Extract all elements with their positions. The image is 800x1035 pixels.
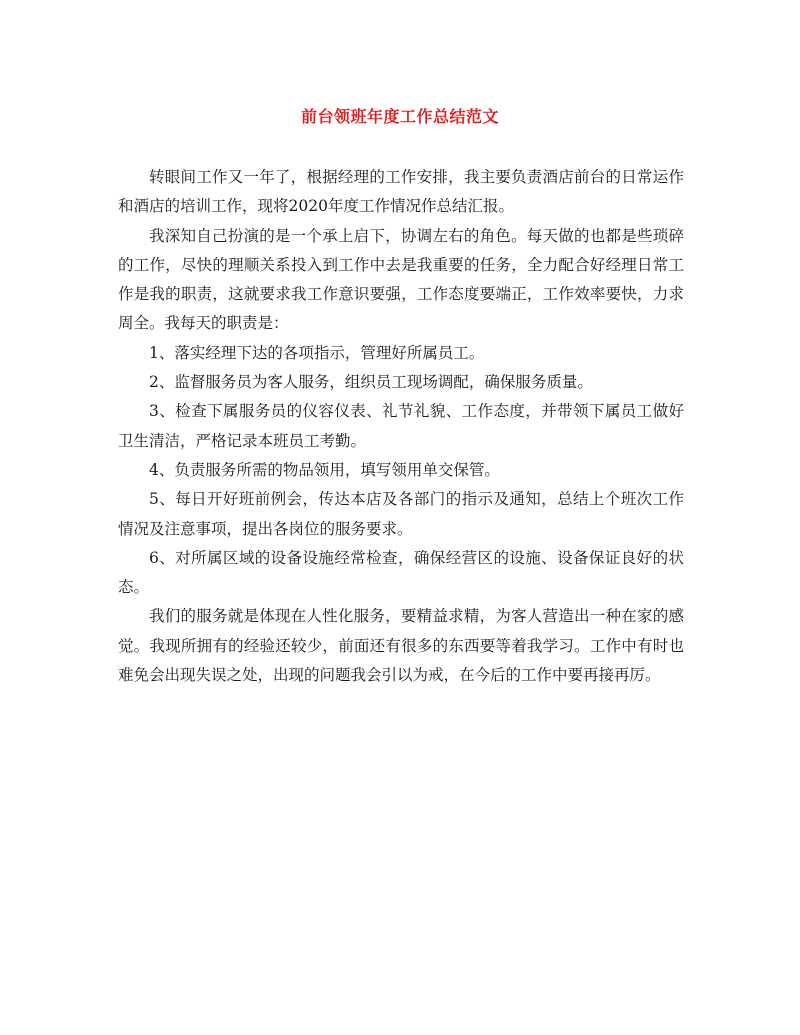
closing-paragraph: 我们的服务就是体现在人性化服务，要精益求精，为客人营造出一种在家的感觉。我现所拥有的经验还较少，前面还有很多的东西要等着我学习。工作中有时也难免会出现失误之处，出现的问题我会引以为戒，在今后的工作中要再接再厉。 [118,607,684,685]
duty-item-3: 3、检查下属服务员的仪容仪表、礼节礼貌、工作态度，并带领下属员工做好卫生清洁，严格记录本班员工考勤。 [118,402,684,450]
duty-item-1: 1、落实经理下达的各项指示，管理好所属员工。 [149,343,485,362]
document-title: 前台领班年度工作总结范文 [300,107,499,126]
duty-item-4: 4、负责服务所需的物品领用，填写领用单交保管。 [149,460,500,479]
document-body [118,163,684,690]
duty-item-2: 2、监督服务员为客人服务，组织员工现场调配，确保服务质量。 [149,373,593,392]
duty-item-5: 5、每日开好班前例会，传达本店及各部门的指示及通知，总结上个班次工作情况及注意事项，提出各岗位的服务要求。 [118,490,684,538]
intro-paragraph: 转眼间工作又一年了，根据经理的工作安排，我主要负责酒店前台的日常运作和酒店的培训工作，现将2020年度工作情况作总结汇报。 [118,168,684,216]
role-paragraph: 我深知自己扮演的是一个承上启下，协调左右的角色。每天做的也都是些琐碎的工作，尽快的理顺关系投入到工作中去是我重要的任务，全力配合好经理日常工作是我的职责，这就要求我工作意识要强，工作态度要端正，工作效率要快，力求周全。我每天的职责是： [118,226,684,333]
duty-item-6: 6、对所属区域的设备设施经常检查，确保经营区的设施、设备保证良好的状态。 [118,548,684,597]
